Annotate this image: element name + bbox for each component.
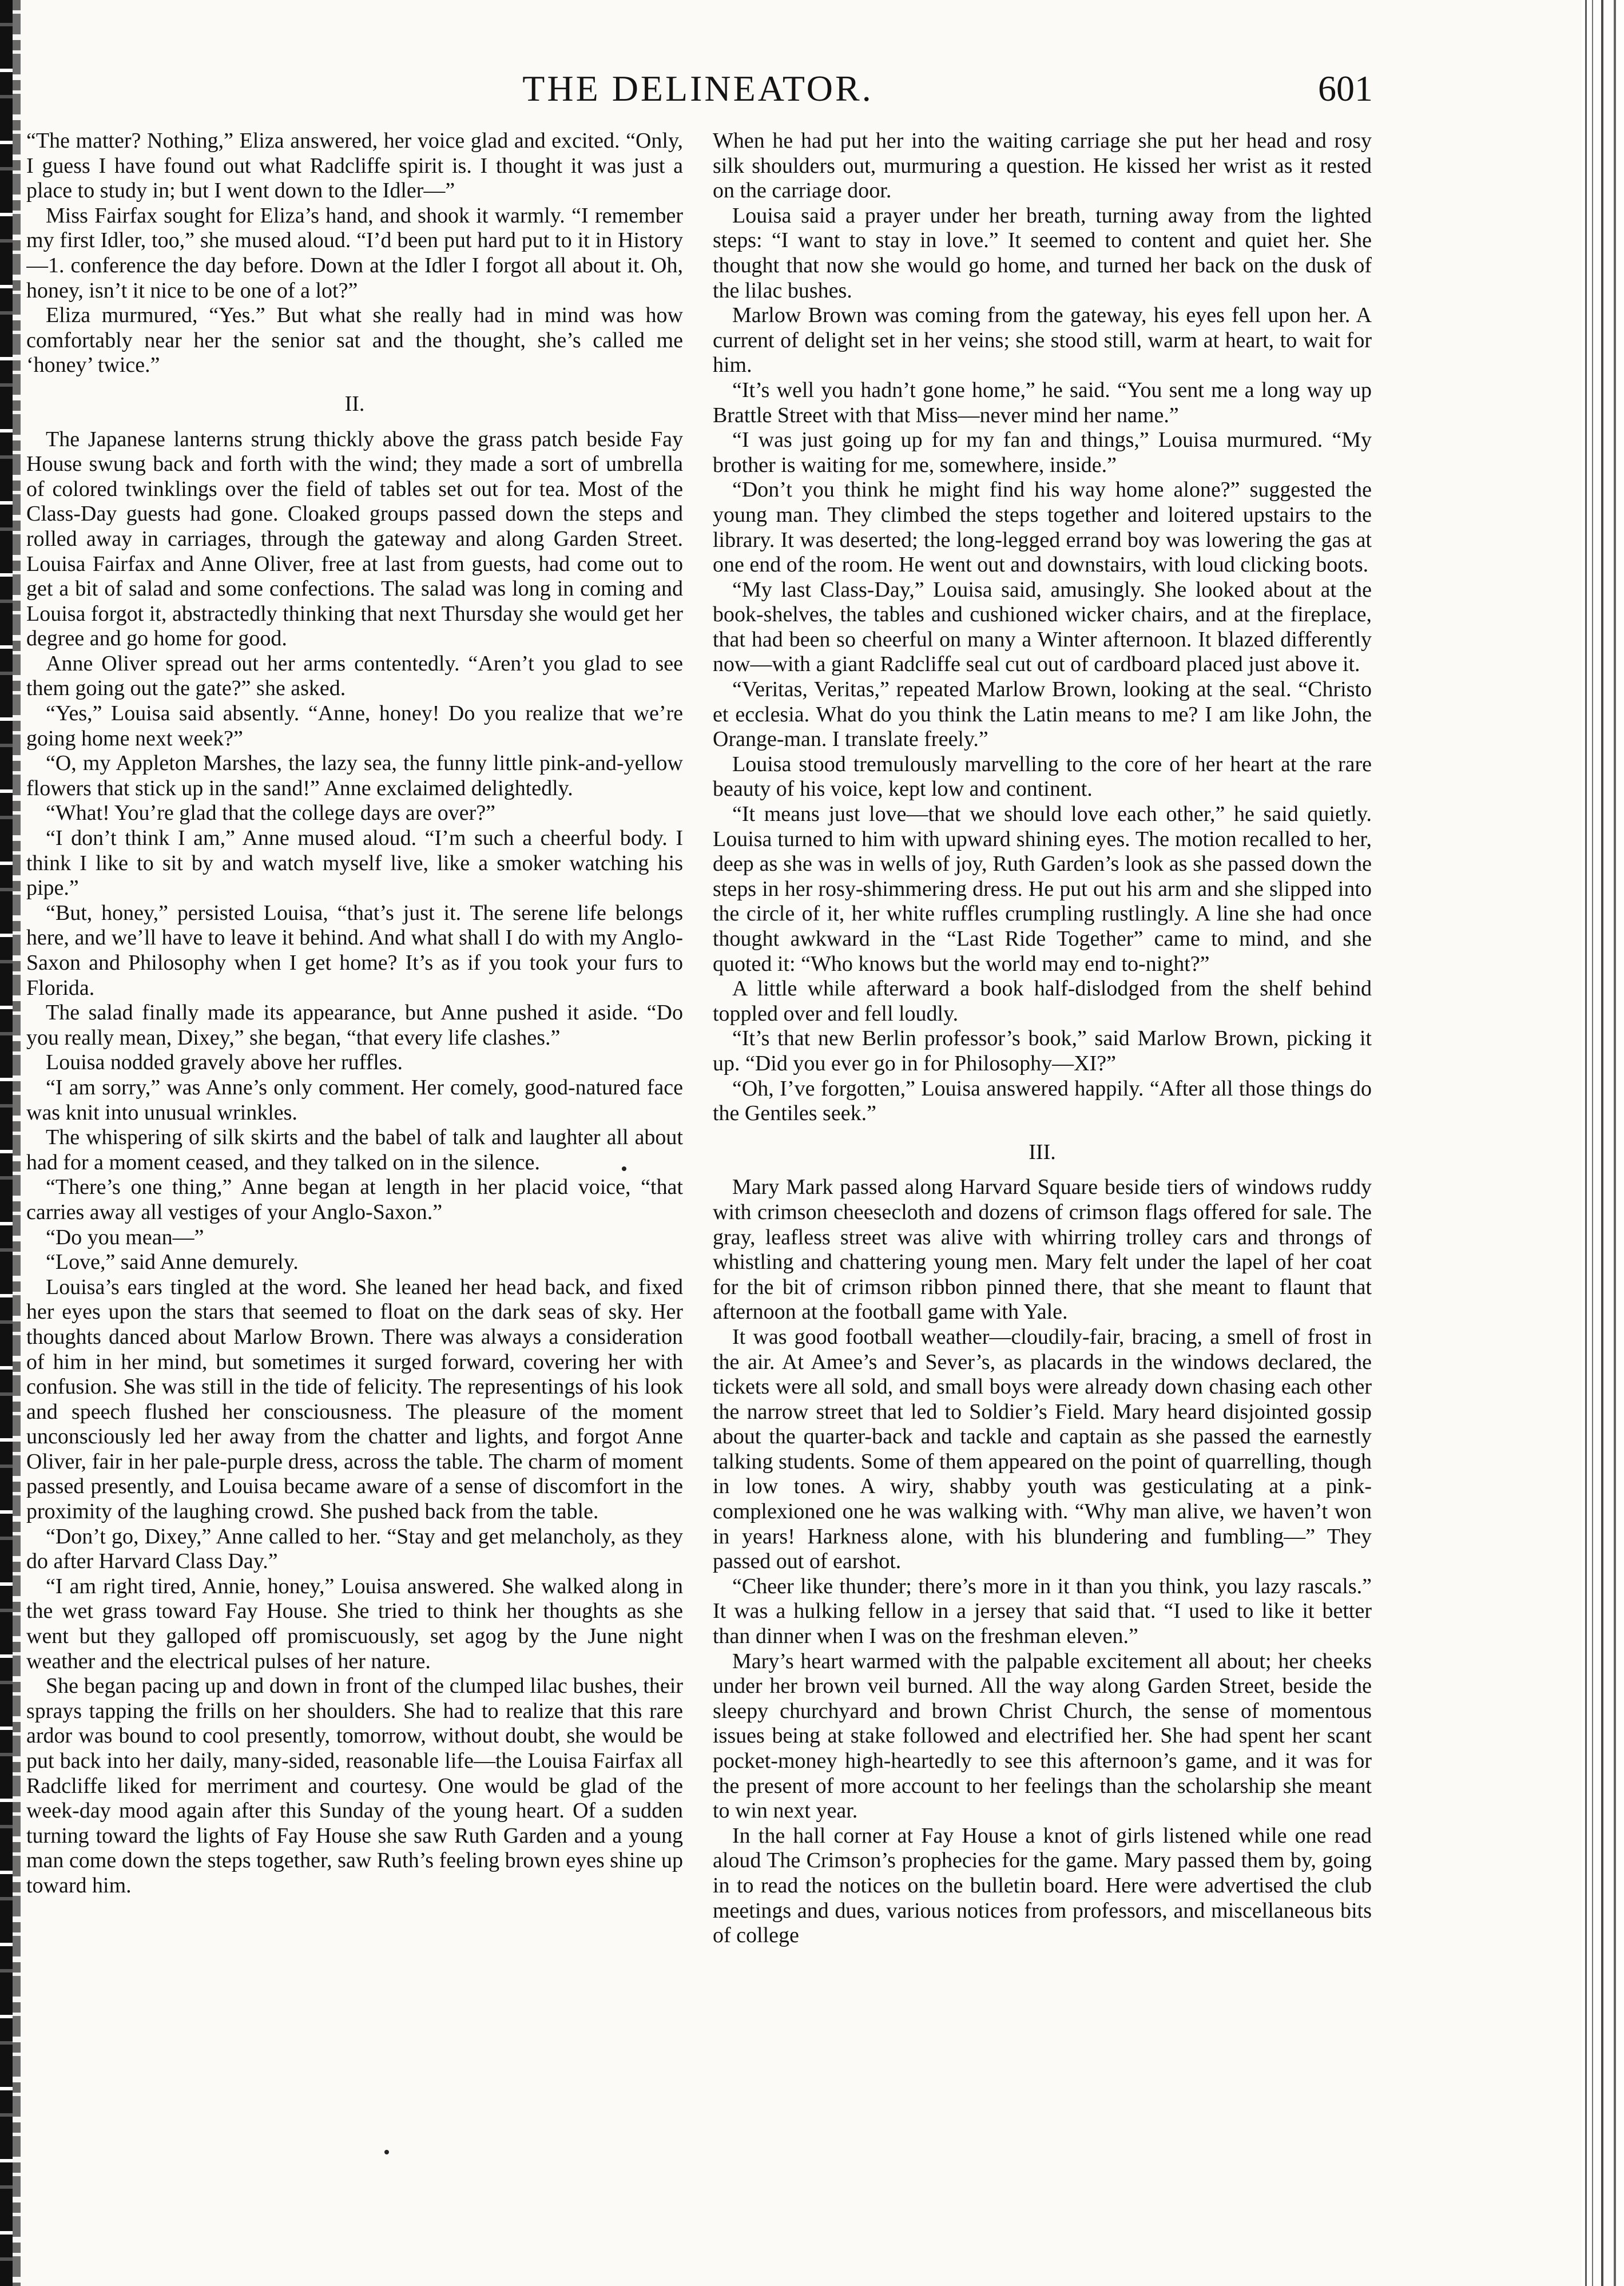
paragraph: “There’s one thing,” Anne began at length in her placid voice, “that carries away all vestiges of your Anglo-Saxon.” xyxy=(26,1175,683,1224)
paragraph: “It’s well you hadn’t gone home,” he said. “You sent me a long way up Brattle Street with that Miss—never mind her name.” xyxy=(713,378,1372,427)
paragraph: The Japanese lanterns strung thickly above the grass patch beside Fay House swung back and forth with the wind; they made a sort of umbrella of colored twinklings over the field of tables set out for tea. Most of the Class-Day guests had gone. Cloaked groups passed down the steps and rolled away in carriages, through the gateway and along Garden Street. Louisa Fairfax and Anne Oliver, free at last from guests, had come out to get a bit of salad and some confections. The salad was long in coming and Louisa forgot it, abstractedly thinking that next Thursday she would get her degree and go home for good. xyxy=(26,427,683,651)
paragraph: “O, my Appleton Marshes, the lazy sea, the funny little pink-and-yellow flowers that stick up in the sand!” Anne exclaimed delightedly. xyxy=(26,751,683,800)
paragraph: Miss Fairfax sought for Eliza’s hand, and shook it warmly. “I remember my first Idler, too,” she mused aloud. “I’d been put hard put to it in History—1. conference the day before. Down at the Idler I forgot all about it. Oh, honey, isn’t it nice to be one of a lot?” xyxy=(26,203,683,303)
left-column xyxy=(26,129,683,2108)
paragraph: “I am sorry,” was Anne’s only comment. Her comely, good-natured face was knit into unusual wrinkles. xyxy=(26,1075,683,1125)
paragraph: Mary’s heart warmed with the palpable excitement all about; her cheeks under her brown veil burned. All the way along Garden Street, beside the sleepy churchyard and brown Christ Church, the sense of momentous issues being at stake followed and electrified her. She had spent her scant pocket-money high-heartedly to see this afternoon’s game, and it was for the present of more account to her feelings than the scholarship she meant to win next year. xyxy=(713,1649,1372,1823)
paragraph: Anne Oliver spread out her arms contentedly. “Aren’t you glad to see them going out the gate?” she asked. xyxy=(26,651,683,701)
paragraph: She began pacing up and down in front of the clumped lilac bushes, their sprays tapping the frills on her shoulders. She had to realize that this rare ardor was bound to cool presently, tomorrow, without doubt, she would be put back into her daily, many-sided, reasonable life—the Louisa Fairfax all Radcliffe liked for merriment and courtesy. One would be glad of the week-day mood again after this Sunday of the young heart. Of a sudden turning toward the lights of Fay House she saw Ruth Garden and a young man come down the steps together, saw Ruth’s feeling brown eyes shine up toward him. xyxy=(26,1674,683,1898)
paragraph: “Oh, I’ve forgotten,” Louisa answered happily. “After all those things do the Gentiles seek.” xyxy=(713,1076,1372,1126)
paragraph: “Love,” said Anne demurely. xyxy=(46,1250,299,1275)
paragraph: “I am right tired, Annie, honey,” Louisa answered. She walked along in the wet grass toward Fay House. She tried to think her thoughts as she went but they galloped off promiscuously, set agog by the June night weather and the electrical pulses of her nature. xyxy=(26,1574,683,1673)
paragraph: Marlow Brown was coming from the gateway, his eyes fell upon her. A current of delight set in her veins; she stood still, warm at heart, to wait for him. xyxy=(713,303,1372,378)
section-heading-three: III. xyxy=(1029,1140,1056,1164)
running-title: THE DELINEATOR. xyxy=(522,68,873,109)
paragraph: The whispering of silk skirts and the babel of talk and laughter all about had for a moment ceased, and they talked on in the silence. xyxy=(26,1125,683,1174)
section-one-text xyxy=(26,129,683,378)
paragraph: “I was just going up for my fan and things,” Louisa murmured. “My brother is waiting for me, somewhere, inside.” xyxy=(713,428,1372,477)
paragraph: Louisa nodded gravely above her ruffles. xyxy=(46,1050,403,1075)
paragraph: When he had put her into the waiting carriage she put her head and rosy silk shoulders out, murmuring a question. He kissed her wrist as it rested on the carriage door. xyxy=(713,129,1372,203)
paragraph: A little while afterward a book half-dislodged from the shelf behind toppled over and fell loudly. xyxy=(713,977,1372,1026)
paragraph: “My last Class-Day,” Louisa said, amusingly. She looked about at the book-shelves, the tables and cushioned wicker chairs, and at the fireplace, that had been so cheerful on many a Winter afternoon. It blazed differently now—with a giant Radcliffe seal cut out of cardboard placed just above it. xyxy=(713,577,1372,677)
right-column xyxy=(713,129,1372,2108)
paragraph: “Yes,” Louisa said absently. “Anne, honey! Do you realize that we’re going home next week?” xyxy=(26,701,683,751)
paragraph: Louisa’s ears tingled at the word. She leaned her head back, and fixed her eyes upon the stars that seemed to float on the dark seas of sky. Her thoughts danced about Marlow Brown. There was always a consideration of him in her mind, but sometimes it surged forward, covering her with confusion. She was still in the tide of felicity. The representings of his look and speech flushed her consciousness. The pleasure of the moment unconsciously led her away from the chatter and lights, and forgot Anne Oliver, fair in her pale-purple dress, across the table. The charm of moment passed presently, and Louisa became aware of a sense of discomfort in the proximity of the laughing crowd. She pushed back from the table. xyxy=(26,1275,683,1524)
paragraph: “It means just love—that we should love each other,” he said quietly. Louisa turned to him with upward shining eyes. The motion recalled to her, deep as she was in wells of joy, Ruth Garden’s look as she passed down the steps in her rosy-shimmering dress. He put out his arm and she slipped into the circle of it, her white ruffles crumpling rustlingly. A line she had once thought awkward in the “Last Ride Together” came to mind, and she quoted it: “Who knows but the world may end to-night?” xyxy=(713,802,1372,976)
scan-edge-right xyxy=(1582,0,1624,2286)
page-header xyxy=(23,68,1373,119)
page-number: 601 xyxy=(1318,68,1373,109)
section-two-continued-text xyxy=(713,129,1372,1126)
paragraph: “Do you mean—” xyxy=(46,1225,204,1249)
paragraph: Mary Mark passed along Harvard Square beside tiers of windows ruddy with crimson cheesecloth and dozens of crimson flags offered for sale. The gray, leafless street was alive with whirring trolley cars and throngs of whistling and chattering young men. Mary felt under the lapel of her coat for the bit of crimson ribbon pinned there, that she meant to flaunt that afternoon at the football game with Yale. xyxy=(713,1175,1372,1324)
paragraph: “It’s that new Berlin professor’s book,” said Marlow Brown, picking it up. “Did you ever go in for Philosophy—XI?” xyxy=(713,1026,1372,1075)
paragraph: “Cheer like thunder; there’s more in it than you think, you lazy rascals.” It was a hulking fellow in a jersey that said that. “I used to like it better than dinner when I was on the freshman eleven.” xyxy=(713,1574,1372,1649)
paragraph: “The matter? Nothing,” Eliza answered, her voice glad and excited. “Only, I guess I have found out what Radcliffe spirit is. I thought it was just a place to study in; but I went down to the Idler—” xyxy=(26,129,683,203)
scan-edge-left xyxy=(0,0,13,2286)
section-heading-two: II. xyxy=(344,391,365,416)
paragraph: “Veritas, Veritas,” repeated Marlow Brown, looking at the seal. “Christo et ecclesia. What do you think the Latin means to me? I am like John, the Orange-man. I translate freely.” xyxy=(713,677,1372,752)
paragraph: Louisa said a prayer under her breath, turning away from the lighted steps: “I want to stay in love.” It seemed to content and quiet her. She thought that now she would go home, and turned her back on the dusk of the lilac bushes. xyxy=(713,203,1372,303)
paragraph: “I don’t think I am,” Anne mused aloud. “I’m such a cheerful body. I think I like to sit by and watch myself live, like a smoker watching his pipe.” xyxy=(26,826,683,900)
paragraph: “What! You’re glad that the college days are over?” xyxy=(46,801,496,826)
stray-ink-dot xyxy=(622,1166,626,1171)
paragraph: “Don’t you think he might find his way home alone?” suggested the young man. They climbed the steps together and loitered upstairs to the library. It was deserted; the long-legged errand boy was lowering the gas at one end of the room. He went out and downstairs, with loud clicking boots. xyxy=(713,478,1372,577)
paragraph: Eliza murmured, “Yes.” But what she really had in mind was how comfortably near her the senior sat and the thought, she’s called me ‘honey’ twice.” xyxy=(26,303,683,378)
section-three-text xyxy=(713,1175,1372,1948)
paragraph: The salad finally made its appearance, but Anne pushed it aside. “Do you really mean, Dixey,” she began, “that every life clashes.” xyxy=(26,1001,683,1050)
paragraph: “Don’t go, Dixey,” Anne called to her. “Stay and get melancholy, as they do after Harvard Class Day.” xyxy=(26,1524,683,1574)
section-two-text xyxy=(26,427,683,1899)
paragraph: “But, honey,” persisted Louisa, “that’s just it. The serene life belongs here, and we’ll have to leave it behind. And what shall I do with my Anglo-Saxon and Philosophy when I get home? It’s as if you took your furs to Florida. xyxy=(26,900,683,1000)
paragraph: In the hall corner at Fay House a knot of girls listened while one read aloud The Crimson’s prophecies for the game. Mary passed them by, going in to read the notices on the bulletin board. Here were advertised the club meetings and dues, various notices from professors, and miscellaneous bits of college xyxy=(713,1823,1372,1948)
paragraph: It was good football weather—cloudily-fair, bracing, a smell of frost in the air. At Amee’s and Sever’s, as placards in the windows declared, the tickets were all sold, and small boys were already down chasing each other the narrow street that led to Soldier’s Field. Mary heard disjointed gossip about the quarter-back and tackle and captain as she passed the earnestly talking students. Some of them appeared on the point of quarrelling, though in low tones. A wiry, shabby youth was gesticulating at a pink-complexioned one he was walking with. “Why man alive, we haven’t won in years! Harkness alone, with his blundering and fumbling—” They passed out of earshot. xyxy=(713,1324,1372,1574)
paragraph: Louisa stood tremulously marvelling to the core of her heart at the rare beauty of his voice, kept low and continent. xyxy=(713,752,1372,801)
stray-ink-dot xyxy=(384,2150,389,2154)
scan-binding-shadow xyxy=(13,0,21,2286)
